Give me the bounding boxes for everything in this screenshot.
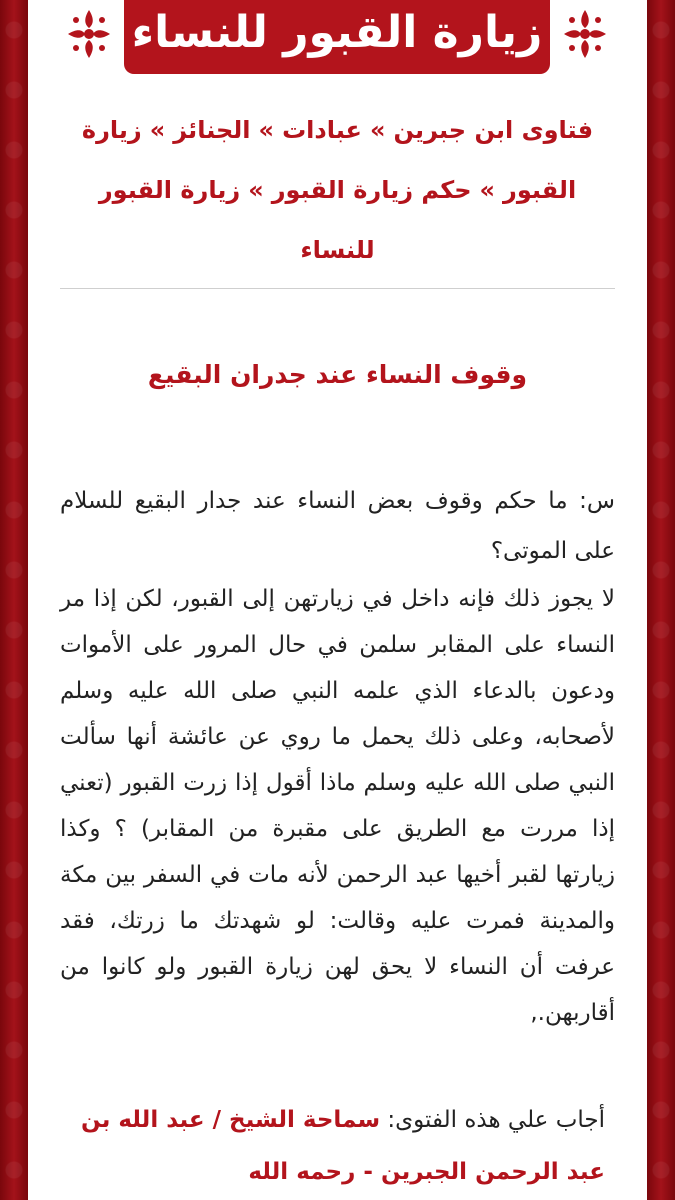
breadcrumb-separator: » bbox=[248, 176, 264, 204]
fatwa-question: س: ما حكم وقوف بعض النساء عند جدار البقيع للسلام على الموتى؟ bbox=[60, 488, 615, 564]
sheikh-name-link[interactable]: سماحة الشيخ / عبد الله بن عبد الرحمن الجبرين - رحمه الله bbox=[81, 1107, 605, 1185]
breadcrumb-link[interactable]: زيارة القبور bbox=[81, 116, 577, 204]
left-border-pattern bbox=[0, 0, 28, 1200]
answered-by-label: أجاب علي هذه الفتوى: bbox=[387, 1107, 605, 1133]
breadcrumb-link[interactable]: حكم زيارة القبور bbox=[271, 176, 472, 204]
fatwa-answer: لا يجوز ذلك فإنه داخل في زيارتهن إلى القبور، لكن إذا مر النساء على المقابر سلمن في حال المرور على الأموات ودعون بالدعاء الذي علمه النبي صلى الله عليه وسلم لأصحابه، وعلى ذلك يحمل ما روي عن عائشة أنها سألت النبي صلى الله عليه وسلم ماذا أقول إذا زرت القبور (تعني إذا مررت مع الطريق على مقبرة من المقابر) ؟ وكذا زيارتها لقبر أخيها عبد الرحمن لأنه مات في السفر بين مكة والمدينة فمرت عليه وقالت: لو شهدتك ما زرتك، فقد عرفت أن النساء لا يحق لهن زيارة القبور ولو كانوا من أقاربهن., bbox=[60, 586, 615, 1026]
breadcrumb-separator: » bbox=[258, 116, 275, 144]
breadcrumb bbox=[70, 100, 605, 280]
page-title: زيارة القبور للنساء bbox=[124, 0, 550, 74]
divider bbox=[60, 288, 615, 289]
breadcrumb-separator: » bbox=[149, 116, 166, 144]
floral-ornament-icon bbox=[66, 6, 112, 62]
breadcrumb-separator: » bbox=[369, 116, 386, 144]
breadcrumb-link[interactable]: عبادات bbox=[282, 116, 362, 144]
fatwa-title: وقوف النساء عند جدران البقيع bbox=[147, 360, 528, 389]
breadcrumb-current: زيارة القبور للنساء bbox=[98, 176, 375, 264]
breadcrumb-separator: » bbox=[479, 176, 495, 204]
breadcrumb-link[interactable]: الجنائز bbox=[173, 116, 251, 144]
breadcrumb-link[interactable]: فتاوى ابن جبرين bbox=[393, 116, 594, 144]
floral-ornament-icon bbox=[562, 6, 608, 62]
right-border-pattern bbox=[647, 0, 675, 1200]
answered-by bbox=[60, 1094, 605, 1198]
